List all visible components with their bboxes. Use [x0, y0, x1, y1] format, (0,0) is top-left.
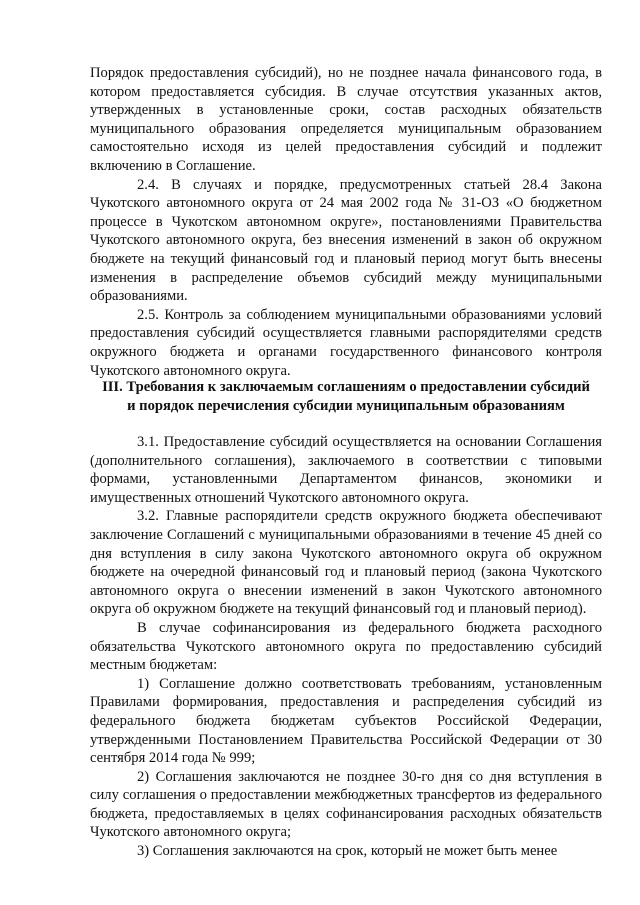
heading-line-1: III. Требования к заключаемым соглашениям о предоставлении субсидий [102, 379, 590, 395]
paragraph-2-4: 2.4. В случаях и порядке, предусмотренных статьей 28.4 Закона Чукотского автономного округа от 24 мая 2002 года № 31-ОЗ «О бюджетном процессе в Чукотском автономном округе», постановлениями Правительства Чукотского автономного округа, без внесения изменений в закон об окружном бюджете на текущий финансовый год и плановый период могут быть внесены изменения в распределение объемов субсидий между муниципальными образованиями. [90, 176, 602, 305]
heading-line-2: и порядок перечисления субсидии муниципальным образованиям [127, 397, 565, 414]
paragraph-3-1: 3.1. Предоставление субсидий осуществляется на основании Соглашения (дополнительного соглашения), заключаемого в соответствии с типовыми формами, установленными Департаментом финансов, экономики и имущественных отношений Чукотского автономного округа. [90, 434, 602, 506]
section-3-text [90, 433, 602, 861]
list-item-3: 3) Соглашения заключаются на срок, который не может быть менее [137, 843, 558, 860]
paragraph: Порядок предоставления субсидий), но не позднее начала финансового года, в котором предоставляется субсидия. В случае отсутствия указанных актов, утвержденных в установленные сроки, состав расходных обязательств муниципального образования определяется муниципальным образованием самостоятельно исходя из целей предоставления субсидий и подлежит включению в Соглашение. [90, 65, 602, 174]
paragraph-3-2: 3.2. Главные распорядители средств окружного бюджета обеспечивают заключение Соглашений с муниципальными образованиями в течение 45 дней со дня вступления в силу закона Чукотского автономного округа об окружном бюджете на очередной финансовый год и плановый период (закона Чукотского автономного округа о внесении изменений в закон Чукотского автономного округа об окружном бюджете на текущий финансовый год и плановый период). [90, 508, 602, 618]
paragraph-2-5: 2.5. Контроль за соблюдением муниципальными образованиями условий предоставления субсидий осуществляется главными распорядителями средств окружного бюджета и органами государственного финансового контроля Чукотского автономного округа. [90, 306, 602, 379]
section-3-heading [90, 378, 602, 415]
paragraph-cofinancing: В случае софинансирования из федерального бюджета расходного обязательства Чукотского автономного округа по предоставлению субсидий местным бюджетам: [90, 619, 602, 674]
list-item-1: 1) Соглашение должно соответствовать требованиям, установленным Правилами формирования, предоставления и распределения субсидий из федерального бюджета бюджетам субъектов Российской Федерации, утвержденными Постановлением Правительства Российской Федерации от 30 сентября 2014 года № 999; [90, 675, 602, 767]
list-item-2: 2) Соглашения заключаются не позднее 30-го дня со дня вступления в силу соглашения о предоставлении межбюджетных трансфертов из федерального бюджета, предоставляемых в целях софинансирования расходных обязательств Чукотского автономного округа; [90, 768, 602, 841]
section-2-text [90, 64, 602, 380]
